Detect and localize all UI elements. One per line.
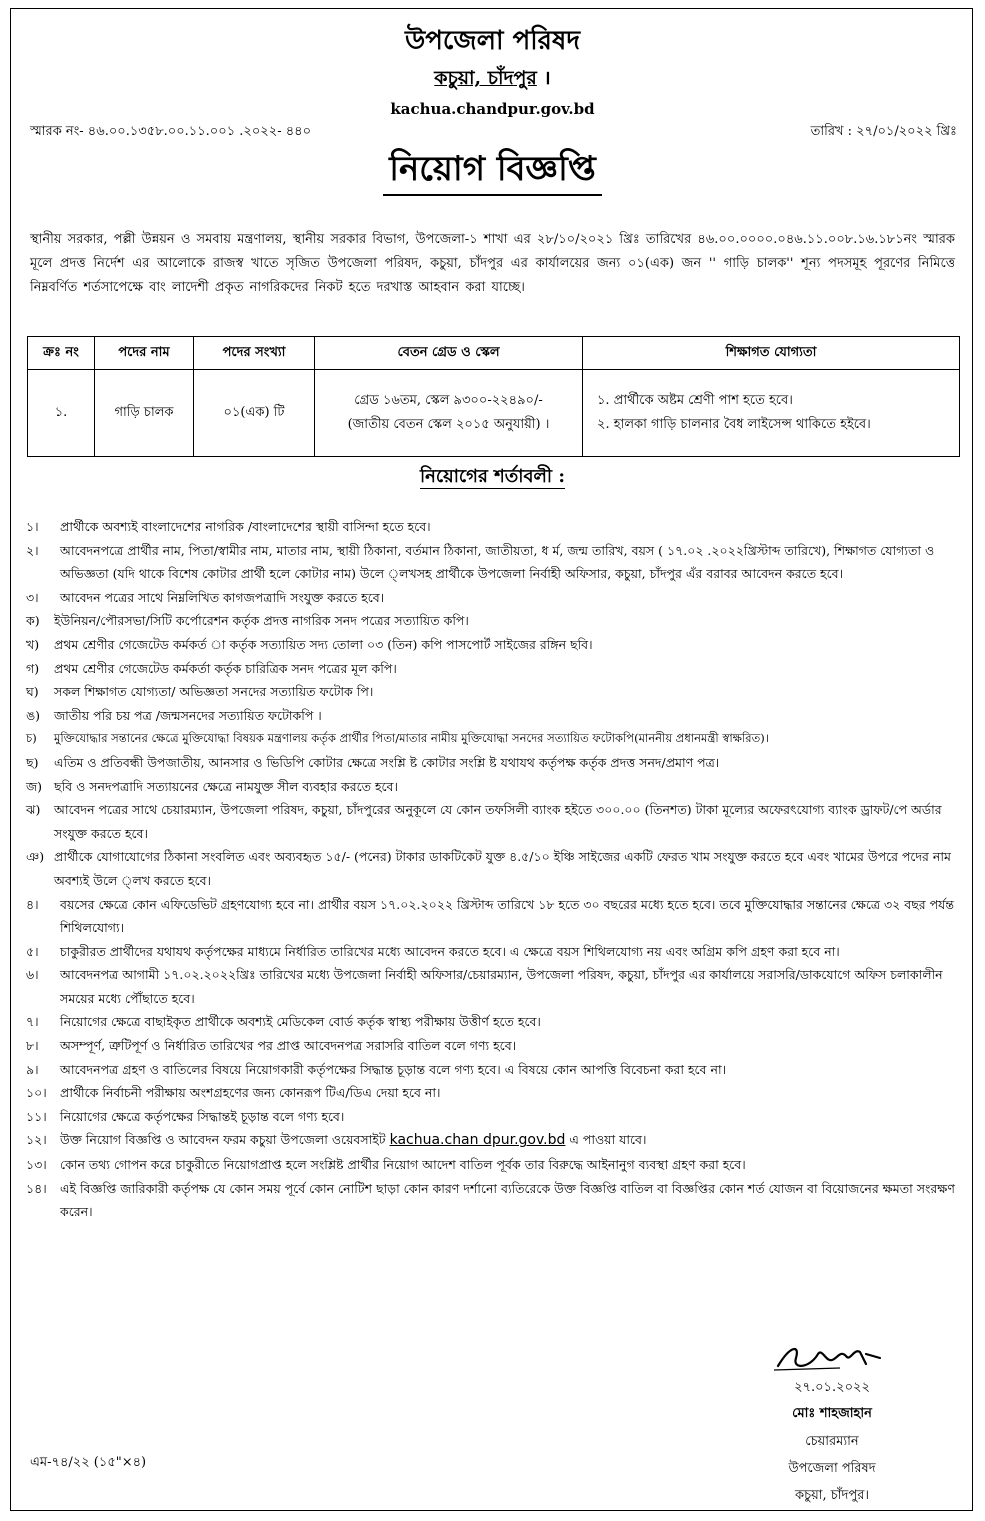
terms-list: [26, 515, 961, 1224]
header-serial: ক্রঃ নং: [28, 337, 95, 370]
notice-title-text: নিয়োগ বিজ্ঞপ্তি: [383, 146, 602, 196]
term-text: এতিম ও প্রতিবন্ধী উপজাতীয়, আনসার ও ভিডিপি কোটার ক্ষেত্রে সংশ্লি ষ্ট কোটার সংশ্লি ষ্ট যথাযথ কর্তৃপক্ষ কর্তৃক প্রদত্ত সনদ/প্রমাণ পত্র।: [54, 754, 720, 770]
term-marker: ঘ): [26, 684, 39, 700]
term-text: জাতীয় পরি চয় পত্র /জন্মসনদের সত্যায়িত ফটোকপি ।: [54, 707, 322, 723]
term-item: [26, 609, 961, 633]
signatory-office: উপজেলা পরিষদ: [788, 1461, 876, 1476]
cell-post: গাড়ি চালক: [95, 370, 194, 457]
term-marker: ঙ): [26, 707, 41, 723]
term-item: [26, 633, 961, 657]
term-item: [26, 775, 961, 799]
qualification-line-2: ২. হালকা গাড়ি চালনার বৈধ লাইসেন্স থাকিতে হইবে।: [597, 417, 871, 432]
term-item: [26, 586, 961, 610]
term-text: আবেদনপত্রে প্রার্থীর নাম, পিতা/স্বামীর নাম, মাতার নাম, স্থায়ী ঠিকানা, বর্তমান ঠিকানা, জাতীয়তা, ধ র্ম, জন্ম তারিখ, বয়স ( ১৭.০২ .২০২২খ্রিস্টাব্দ তারিখে), শিক্ষাগত যোগ্যতা ও অভিজ্ঞতা (যদি থাকে বিশেষ কোটার প্রার্থী হলে কোটার নাম) উলে ্লখসহ প্রার্থীকে উপজেলা নির্বাহী অফিসার, কচুয়া, চাঁদপুর এঁর বরাবর আবেদন করতে হবে।: [60, 542, 935, 582]
term-item: [26, 798, 961, 845]
term-text: মুক্তিযোদ্ধার সন্তানের ক্ষেত্রে মুক্তিযোদ্ধা বিষয়ক মন্ত্রণালয় কর্তৃক প্রার্থীর পিতা/মাতার নামীয় মুক্তিযোদ্ধা সনদের সত্যায়িত ফটোকপি(মাননীয় প্রধানমন্ত্রী স্বাক্ষরিত)।: [54, 731, 769, 746]
term-marker: ২।: [26, 542, 39, 558]
website-link[interactable]: kachua.chan dpur.gov.bd: [389, 1132, 566, 1149]
term-marker: ৫।: [26, 943, 39, 959]
term-text: চাকুরীরত প্রার্থীদের যথাযথ কর্তৃপক্ষের মাধ্যমে নির্ধারিত তারিখের মধ্যে আবেদন করতে হবে। এ ক্ষেত্রে বয়স শিথিলযোগ্য নয় এবং অগ্রিম কপি গ্রহণ করা হবে না।: [60, 943, 840, 959]
pay-line-1: গ্রেড ১৬তম, স্কেল ৯৩০০-২২৪৯০/-: [354, 393, 543, 408]
terms-title: [0, 462, 985, 493]
term-item: [26, 940, 961, 964]
term-item: [26, 1034, 961, 1058]
cell-pay: [315, 370, 583, 457]
term-marker: ১৩।: [26, 1157, 47, 1173]
term-marker: ৬।: [26, 967, 39, 983]
cell-qualification: [583, 370, 960, 457]
cell-serial: ১.: [28, 370, 95, 457]
term-marker: ঝ): [26, 802, 41, 818]
org-name: উপজেলা পরিষদ: [405, 26, 580, 56]
header-post: পদের নাম: [95, 337, 194, 370]
signatory-place: কচুয়া, চাঁদপুর।: [794, 1488, 870, 1503]
term-item: [26, 1058, 961, 1082]
term-text: আবেদনপত্র আগামী ১৭.০২.২০২২খ্রিঃ তারিখের মধ্যে উপজেলা নির্বাহী অফিসার/চেয়ারম্যান, উপজেলা পরিষদ, কচুয়া, চাঁদপুর এর কার্যালয়ে সরাসরি/ডাকযোগে অফিস চলাকালীন সময়ের মধ্যে পৌঁছাতে হবে।: [60, 967, 943, 1006]
term-text: উক্ত নিয়োগ বিজ্ঞপ্তি ও আবেদন ফরম কচুয়া উপজেলা ওয়েবসাইট: [60, 1132, 386, 1148]
term-item: [26, 1010, 961, 1034]
location-text: কচুয়া, চাঁদপুর: [434, 67, 537, 89]
term-marker: ১৪।: [26, 1180, 47, 1196]
term-text: প্রথম শ্রেণীর গেজেটেড কর্মকর্ত া কর্তৃক সত্যায়িত সদ্য তোলা ০৩ (তিন) কপি পাসপোর্ট সাইজের রঙ্গিন ছবি।: [54, 636, 593, 652]
memo-number: স্মারক নং- ৪৬.০০.১৩৫৮.০০.১১.০০১ .২০২২- ৪৪০: [30, 124, 312, 139]
header-pay: বেতন গ্রেড ও স্কেল: [315, 337, 583, 370]
term-item: [26, 539, 961, 586]
term-text: কোন তথ্য গোপন করে চাকুরীতে নিয়োগপ্রাপ্ত হলে সংশ্লিষ্ট প্রার্থীর নিয়োগ আদেশ বাতিল পূর্বক তার বিরুদ্ধে আইনানুগ ব্যবস্থা গ্রহণ করা হবে।: [60, 1157, 746, 1173]
term-marker: ৭।: [26, 1014, 39, 1030]
term-text: প্রার্থীকে অবশ্যই বাংলাদেশের নাগরিক /বাংলাদেশের স্থায়ী বাসিন্দা হতে হবে।: [60, 519, 431, 534]
term-marker: চ): [26, 731, 37, 746]
term-item: [26, 515, 961, 539]
header-qualification: শিক্ষাগত যোগ্যতা: [583, 337, 960, 370]
term-item: [26, 963, 961, 1010]
term-marker: খ): [26, 636, 40, 652]
term-text: ছবি ও সনদপত্রাদি সত্যায়নের ক্ষেত্রে নামযুক্ত সীল ব্যবহার করতে হবে।: [54, 778, 398, 794]
term-item: [26, 680, 961, 704]
location-suffix: ।: [543, 67, 551, 89]
posts-table: [27, 336, 960, 457]
table-header-row: [28, 337, 960, 370]
term-text: ইউনিয়ন/পৌরসভা/সিটি কর্পোরেশন কর্তৃক প্রদত্ত নাগরিক সনদ পত্রের সত্যায়িত কপি।: [54, 613, 469, 629]
notice-title: [0, 146, 985, 196]
qualification-line-1: ১. প্রার্থীকে অষ্টম শ্রেণী পাশ হতে হবে।: [597, 393, 793, 408]
term-item: [26, 1128, 961, 1153]
term-marker: ১০।: [26, 1085, 47, 1101]
term-item: [26, 727, 961, 751]
term-item: [26, 1177, 961, 1224]
signature-scribble: [770, 1340, 890, 1376]
term-text: প্রার্থীকে যোগাযোগের ঠিকানা সংবলিত এবং অব্যবহৃত ১৫/- (পনের) টাকার ডাকটিকেট যুক্ত ৪.৫/১০ ইঞ্চি সাইজের একটি ফেরত খাম সংযুক্ত করতে হবে এবং খামের উপরে পদের নাম অবশ্যই উলে ্লখ করতে হবে।: [54, 849, 951, 888]
term-marker: ৪।: [26, 896, 39, 912]
term-marker: ১।: [26, 519, 39, 534]
term-item: [26, 893, 961, 940]
term-text: নিয়োগের ক্ষেত্রে বাছাইকৃত প্রার্থীকে অবশ্যই মেডিকেল বোর্ড কর্তৃক স্বাস্থ্য পরীক্ষায় উত্তীর্ণ হতে হবে।: [60, 1014, 541, 1030]
term-marker: ক): [26, 613, 40, 629]
term-text-after: এ পাওয়া যাবে।: [569, 1132, 647, 1148]
term-text: অসম্পূর্ণ, ত্রুটিপূর্ণ ও নির্ধারিত তারিখের পর প্রাপ্ত আবেদনপত্র সরাসরি বাতিল বলে গণ্য হবে।: [60, 1038, 517, 1054]
term-text: সকল শিক্ষাগত যোগ্যতা/ অভিজ্ঞতা সনদের সত্যায়িত ফটোক পি।: [54, 684, 374, 700]
term-marker: ১১।: [26, 1108, 47, 1124]
term-marker: গ): [26, 660, 40, 676]
term-marker: ঞ): [26, 849, 45, 865]
term-marker: ছ): [26, 754, 39, 770]
term-marker: ১২।: [26, 1132, 47, 1148]
term-marker: ৮।: [26, 1038, 39, 1054]
term-marker: ৩।: [26, 589, 39, 605]
term-item: [26, 1153, 961, 1177]
term-marker: জ): [26, 778, 43, 794]
signatory-name: মোঃ শাহজাহান: [792, 1406, 872, 1421]
signature-date: ২৭.০১.২০২২: [794, 1380, 870, 1395]
footer-code: এম-৭৪/২২ (১৫"×৪): [30, 1455, 147, 1470]
term-item: [26, 845, 961, 892]
term-text: প্রার্থীকে নির্বাচনী পরীক্ষায় অংশগ্রহণের জন্য কোনরূপ টিএ/ডিএ দেয়া হবে না।: [60, 1085, 441, 1101]
intro-paragraph: স্থানীয় সরকার, পল্লী উন্নয়ন ও সমবায় মন্ত্রণালয়, স্থানীয় সরকার বিভাগ, উপজেলা-১ শাখা এর ২৮/১০/২০২১ খ্রিঃ তারিখের ৪৬.০০.০০০০.০৪৬.১১.০০৮.১৬.১৮১নং স্মারক মূলে প্রদত্ত নির্দেশ এর আলোকে রাজস্ব খাতে সৃজিত উপজেলা পরিষদ, কচুয়া, চাঁদপুর এর কার্যালয়ের জন্য ০১(এক) জন '' গাড়ি চালক'' শূন্য পদসমূহ পূরণের নিমিত্তে নিম্নবর্ণিত শর্তসাপেক্ষে বাং লাদেশী প্রকৃত নাগরিকদের নিকট হতে দরখাস্ত আহবান করা যাচ্ছে।: [30, 232, 955, 295]
term-text: বয়সের ক্ষেত্রে কোন এফিডেভিট গ্রহণযোগ্য হবে না। প্রার্থীর বয়স ১৭.০২.২০২২ খ্রিস্টাব্দ তারিখে ১৮ হতে ৩০ বছরের মধ্যে হতে হবে। তবে মুক্তিযোদ্ধার সন্তানের ক্ষেত্রে ৩২ বছর পর্যন্ত শিথিলযোগ্য।: [60, 896, 954, 936]
term-text: প্রথম শ্রেণীর গেজেটেড কর্মকর্তা কর্তৃক চারিত্রিক সনদ পত্রের মূল কপি।: [54, 660, 397, 676]
cell-count: ০১(এক) টি: [194, 370, 315, 457]
term-text: আবেদন পত্রের সাথে নিম্নলিখিত কাগজপত্রাদি সংযুক্ত করতে হবে।: [60, 589, 385, 605]
term-item: [26, 1081, 961, 1105]
term-text: নিয়োগের ক্ষেত্রে কর্তৃপক্ষের সিদ্ধান্তই চূড়ান্ত বলে গণ্য হবে।: [60, 1108, 345, 1124]
notice-date: তারিখ : ২৭/০১/২০২২ খ্রিঃ: [810, 124, 957, 139]
term-marker: ৯।: [26, 1061, 39, 1077]
org-location: [0, 64, 985, 96]
term-text: এই বিজ্ঞপ্তি জারিকারী কর্তৃপক্ষ যে কোন সময় পূর্বে কোন নোটিশ ছাড়া কোন কারণ দর্শানো ব্যতিরেকে উক্ত বিজ্ঞপ্তি বাতিল বা বিজ্ঞপ্তির কোন শর্ত যোজন বা বিয়োজনের ক্ষমতা সংরক্ষণ করেন।: [60, 1180, 955, 1220]
org-website: kachua.chandpur.gov.bd: [390, 100, 595, 118]
term-text: আবেদনপত্র গ্রহণ ও বাতিলের বিষয়ে নিয়োগকারী কর্তৃপক্ষের সিদ্ধান্ত চূড়ান্ত বলে গণ্য হবে। এ বিষয়ে কোন আপত্তি বিবেচনা করা হবে না।: [60, 1061, 727, 1077]
term-item: [26, 704, 961, 728]
header-count: পদের সংখ্যা: [194, 337, 315, 370]
term-item: [26, 1105, 961, 1129]
terms-title-text: নিয়োগের শর্তাবলী :: [419, 466, 565, 487]
term-item: [26, 657, 961, 681]
table-row: [28, 370, 960, 457]
term-text: আবেদন পত্রের সাথে চেয়ারম্যান, উপজেলা পরিষদ, কচুয়া, চাঁদপুরের অনুকূলে যে কোন তফসিলী ব্যাংক হইতে ৩০০.০০ (তিনশত) টাকা মূল্যের অফেরৎযোগ্য ব্যাংক ড্রাফট/পে অর্ডার সংযুক্ত করতে হবে।: [54, 802, 942, 841]
term-item: [26, 751, 961, 775]
pay-line-2: (জাতীয় বেতন স্কেল ২০১৫ অনুযায়ী) ।: [347, 417, 550, 432]
signatory-designation: চেয়ারম্যান: [805, 1434, 859, 1449]
